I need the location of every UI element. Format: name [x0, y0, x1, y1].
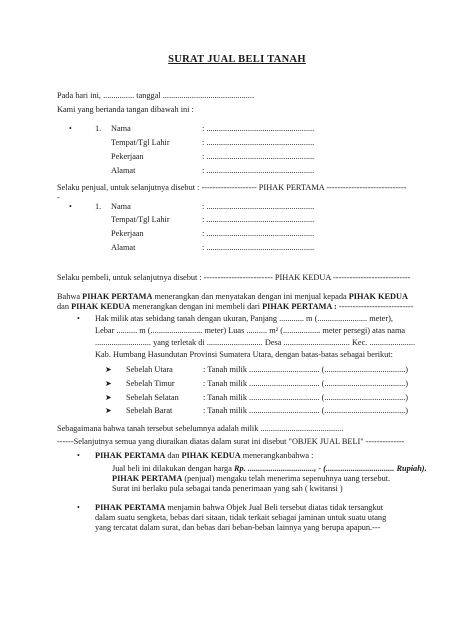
- buyer-address-label: Alamat: [111, 243, 136, 252]
- seller-closing-dash: -: [57, 193, 60, 202]
- buyer-birth-label: Tempat/Tgl Lahir: [111, 215, 170, 224]
- seller-job-value: : ....................................................: [202, 152, 315, 161]
- border-north-value: : Tanah milik .................................. (.......................................): [203, 365, 409, 374]
- arrow-icon: ➤: [105, 406, 112, 415]
- seller-number: 1.: [95, 124, 102, 133]
- seller-address-value: : ....................................................: [202, 166, 315, 175]
- seller-birth-label: Tempat/Tgl Lahir: [111, 138, 170, 147]
- land-line-4: Kab. Humbang Hasundutan Provinsi Sumatera Utara, dengan batas-batas sebagai berikut:: [95, 350, 393, 359]
- land-bullet: •: [77, 314, 80, 323]
- seller-birth-value: : ....................................................: [202, 138, 315, 147]
- intro-date-line: Pada hari ini, ............... tanggal ............................................: [57, 91, 255, 100]
- buyer-birth-value: : ....................................................: [202, 215, 315, 224]
- buyer-job-value: : ....................................................: [202, 229, 315, 238]
- land-line-3: ........................... yang terletak di ........................... Desa ................................ Kec. ......................: [95, 338, 416, 347]
- clause2-line-3: yang tercatat dalam surat, dan bebas dari beban-beban lainnya yang berupa apapun.---: [95, 523, 381, 532]
- buyer-number: 1.: [95, 202, 102, 211]
- seller-bullet: •: [69, 124, 72, 133]
- border-west-label: Sebelah Barat: [126, 406, 173, 415]
- clause1-price-line: Jual beli ini dilakukan dengan harga Rp. ................................, - (................................. Rupiah).: [112, 464, 427, 473]
- document-title: SURAT JUAL BELI TANAH: [168, 54, 306, 65]
- border-north-label: Sebelah Utara: [126, 365, 173, 374]
- seller-job-label: Pekerjaan: [111, 152, 144, 161]
- intro-signatories-line: Kami yang bertanda tangan dibawah ini :: [57, 105, 194, 114]
- arrow-icon: ➤: [105, 365, 112, 374]
- seller-closing-line: Selaku penjual, untuk selanjutnya disebut : -------------------- PIHAK PERTAMA -----------------------------: [57, 183, 407, 192]
- statement-line-2: dan PIHAK KEDUA menerangkan dengan ini membeli dari PIHAK PERTAMA : ---------------------------: [57, 302, 414, 311]
- border-south-value: : Tanah milik .................................. (.......................................): [203, 393, 409, 402]
- border-east-label: Sebelah Timur: [126, 379, 175, 388]
- clause1-valid-line: Surat ini berlaku pula sebagai tanda penerimaan yang sah ( kwitansi ): [112, 484, 343, 493]
- buyer-bullet: •: [69, 202, 72, 211]
- arrow-icon: ➤: [105, 393, 112, 402]
- clause1-heading: PIHAK PERTAMA dan PIHAK KEDUA menerangkanbahwa :: [95, 451, 314, 460]
- object-line: ------Selanjutnya semua yang diuraikan diatas dalam surat ini disebut "OBJEK JUAL BELI" --------------: [57, 437, 405, 446]
- buyer-closing-line: Selaku pembeli, untuk selanjutnya disebut : ------------------------- PIHAK KEDUA ----------------------------: [57, 273, 411, 282]
- border-east-value: : Tanah milik .................................. (.......................................): [203, 379, 409, 388]
- land-line-2: Lebar .......... m (......................... meter) Luas .......... m² (.................. meter persegi) atas nama: [95, 326, 406, 335]
- clause2-bullet: •: [77, 503, 80, 512]
- buyer-name-value: : ....................................................: [202, 202, 315, 211]
- statement-line-1: Bahwa PIHAK PERTAMA menerangkan dan menyatakan dengan ini menjual kepada PIHAK KEDUA: [57, 292, 408, 301]
- clause1-receipt-line: PIHAK PERTAMA (penjual) mengaku telah menerima sepenuhnya uang tersebut.: [112, 474, 391, 483]
- land-line-1: Hak milik atas sebidang tanah dengan ukuran, Panjang ............ m (........................ meter),: [95, 314, 393, 323]
- buyer-job-label: Pekerjaan: [111, 229, 144, 238]
- ownership-line: Sebagaimana bahwa tanah tersebut sebelumnya adalah milik ........................................: [57, 424, 344, 433]
- clause2-line-1: PIHAK PERTAMA menjamin bahwa Objek Jual Beli tersebut diatas tidak tersangkut: [95, 503, 384, 512]
- clause2-line-2: dalam suatu sengketa, bebas dari sitaan, tidak terkait sebagai jaminan untuk suatu utang: [95, 513, 387, 522]
- seller-name-label: Nama: [111, 124, 131, 133]
- buyer-name-label: Nama: [111, 202, 131, 211]
- buyer-address-value: : ....................................................: [202, 243, 315, 252]
- seller-name-value: : ....................................................: [202, 124, 315, 133]
- seller-address-label: Alamat: [111, 166, 136, 175]
- clause1-bullet: •: [77, 451, 80, 460]
- border-west-value: : Tanah milik .................................. (.......................................): [203, 406, 409, 415]
- arrow-icon: ➤: [105, 379, 112, 388]
- border-south-label: Sebelah Selatan: [126, 393, 179, 402]
